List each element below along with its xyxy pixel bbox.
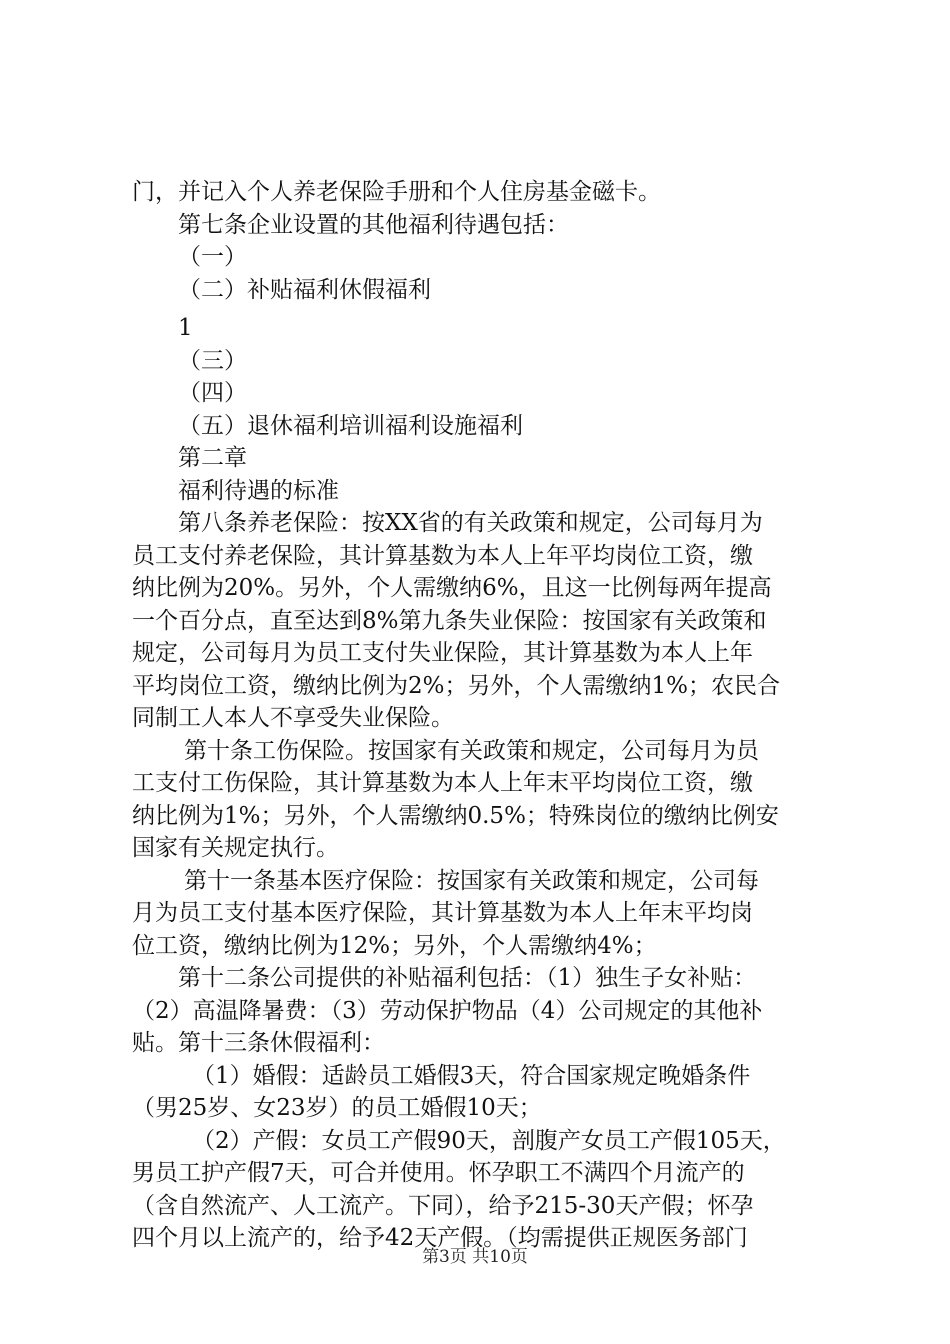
text-line: （含自然流产、人工流产。下同），给予215-30天产假；怀孕: [132, 1192, 754, 1219]
text-line: （三）: [178, 347, 247, 374]
text-line: （2）高温降暑费：（3）劳动保护物品（4）公司规定的其他补: [132, 997, 763, 1024]
text-line: 平均岗位工资，缴纳比例为2%；另外，个人需缴纳1%；农民合: [132, 672, 780, 699]
text-line: 贴。第十三条休假福利：: [132, 1030, 385, 1056]
text-line: 工支付工伤保险，其计算基数为本人上年末平均岗位工资，缴: [132, 770, 753, 796]
text-line: 1: [178, 315, 193, 341]
text-line: 第七条企业设置的其他福利待遇包括：: [178, 211, 569, 238]
text-line: （二）补贴福利休假福利: [178, 276, 431, 303]
chapter-heading: 第二章: [178, 445, 247, 471]
text-line: （一）: [178, 244, 247, 270]
text-line: （五）退休福利培训福利设施福利: [178, 412, 523, 439]
text-line: 位工资，缴纳比例为12%；另外，个人需缴纳4%；: [132, 932, 657, 959]
document-body: [132, 176, 832, 1255]
text-line: 月为员工支付基本医疗保险，其计算基数为本人上年末平均岗: [132, 900, 753, 926]
text-line: 第八条养老保险：按XX省的有关政策和规定，公司每月为: [178, 510, 763, 536]
chapter-title: 福利待遇的标准: [178, 477, 339, 504]
text-line: （男25岁、女23岁）的员工婚假10天；: [132, 1095, 542, 1121]
text-line: （2）产假：女员工产假90天，剖腹产女员工产假105天，: [192, 1127, 786, 1154]
text-line: 男员工护产假7天，可合并使用。怀孕职工不满四个月流产的: [132, 1160, 745, 1186]
text-line: 第十一条基本医疗保险：按国家有关政策和规定，公司每: [184, 867, 759, 894]
text-line: 员工支付养老保险，其计算基数为本人上年平均岗位工资，缴: [132, 542, 753, 569]
text-line: 国家有关规定执行。: [132, 835, 339, 861]
text-line: （1）婚假：适龄员工婚假3天，符合国家规定晚婚条件: [192, 1062, 751, 1089]
text-line: 四个月以上流产的，给予42天产假。（均需提供正规医务部门: [132, 1225, 748, 1251]
text-line: 纳比例为1%；另外，个人需缴纳0.5%；特殊岗位的缴纳比例安: [132, 802, 779, 829]
text-line: 第十二条公司提供的补贴福利包括：（1）独生子女补贴：: [178, 965, 757, 991]
text-line: 一个百分点，直至达到8%第九条失业保险：按国家有关政策和: [132, 607, 767, 634]
text-line: 同制工人本人不享受失业保险。: [132, 705, 454, 731]
text-line: （四）: [178, 380, 247, 406]
text-line: 第十条工伤保险。按国家有关政策和规定，公司每月为员: [184, 737, 759, 764]
text-line: 规定，公司每月为员工支付失业保险，其计算基数为本人上年: [132, 640, 753, 666]
page-number-footer: 第3页 共10页: [422, 1247, 528, 1267]
text-line: 门，并记入个人养老保险手册和个人住房基金磁卡。: [132, 179, 661, 205]
text-line: 纳比例为20%。另外，个人需缴纳6%，且这一比例每两年提高: [132, 575, 772, 601]
